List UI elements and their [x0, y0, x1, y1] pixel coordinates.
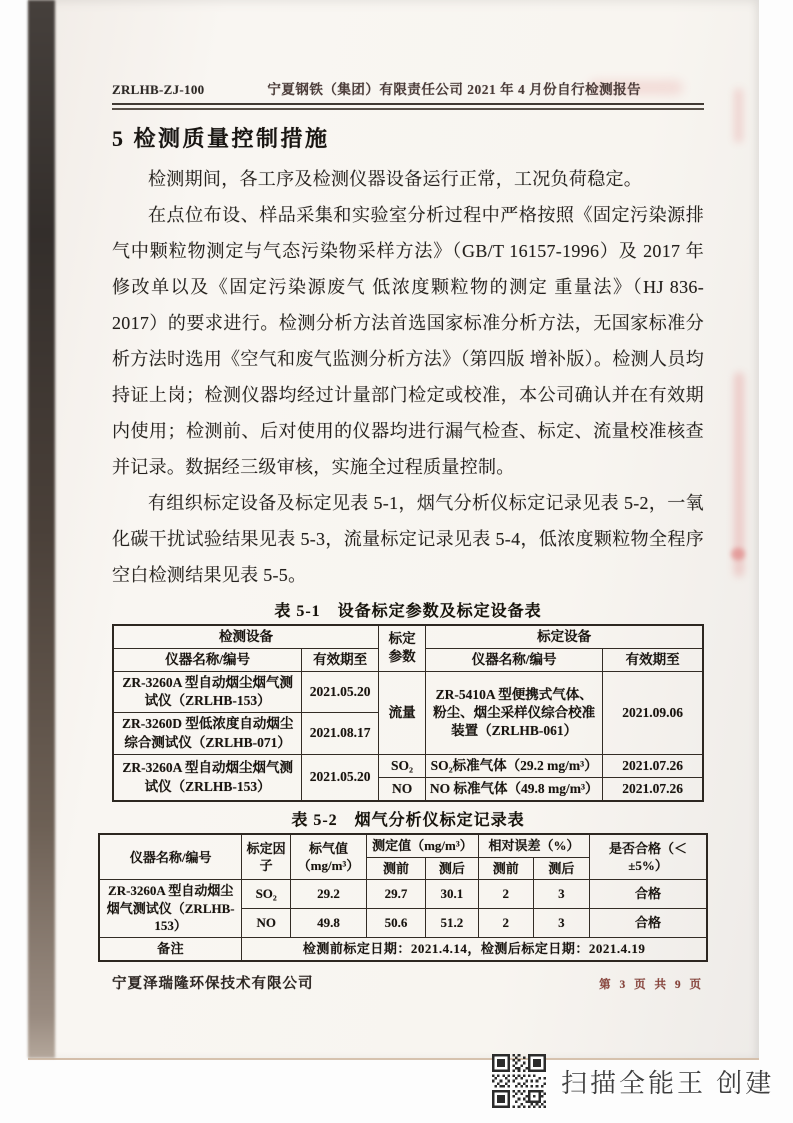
table-cell: 2021.09.06	[603, 671, 703, 754]
table-header-cell: 测后	[533, 857, 590, 880]
red-bleed-mark	[734, 88, 743, 143]
table-cell: 2021.08.17	[302, 713, 379, 754]
table-cell: 49.8	[291, 909, 367, 938]
doc-code: ZRLHB-ZJ-100	[112, 82, 205, 97]
doc-title: 宁夏钢铁（集团）有限责任公司 2021 年 4 月份自行检测报告	[267, 82, 642, 97]
table-cell: 2	[478, 909, 533, 938]
table-cell: 3	[533, 909, 590, 938]
table-cell: 合格	[590, 880, 707, 909]
table-row	[99, 937, 707, 960]
table-cell: 29.7	[367, 880, 426, 909]
table-cell: ZR-3260A 型自动烟尘烟气测试仪（ZRLHB-153）	[113, 671, 302, 712]
table-cell: ZR-3260A 型自动烟尘烟气测试仪（ZRLHB-153）	[113, 754, 302, 801]
watermark-label: 扫描全能王 创建	[561, 1067, 775, 1098]
table-header-cell: 测后	[425, 857, 478, 880]
page-number: 第 3 页 共 9 页	[599, 978, 704, 991]
table-cell: NO 标准气体（49.8 mg/m³）	[426, 778, 603, 802]
doc-footer	[112, 972, 704, 993]
table-header-cell: 仪器名称/编号	[113, 648, 302, 671]
table-cell: SO₂	[378, 754, 425, 777]
table-header-cell: 标定参数	[378, 625, 425, 672]
table-header-row	[113, 625, 703, 649]
section-heading: 5 检测质量控制措施	[112, 125, 330, 151]
table-header-cell: 标定因子	[242, 834, 291, 880]
doc-header	[112, 0, 704, 98]
camscanner-watermark	[492, 1054, 774, 1108]
red-bleed-mark	[734, 372, 744, 577]
table-cell: NO	[242, 909, 291, 938]
table-cell: SO₂	[242, 880, 291, 909]
table-row	[113, 671, 703, 712]
paragraph-2: 在点位布设、样品采集和实验室分析过程中严格按照《固定污染源排气中颗粒物测定与气态污染物采样方法》（GB/T 16157-1996）及 2017 年修改单以及《固定污染源废气 低浓度颗粒物的测定 重量法》（HJ 836-2017）的要求进行。检测分析方法首选国家标准分析方法，无国家标准分析方法时选用《空气和废气监测分析方法》（第四版 增补版）。检测人员均持证上岗；检测仪器均经过计量部门检定或校准，本公司确认并在有效期内使用；检测前、后对使用的仪器均进行漏气检查、标定、流量校准核查并记录。数据经三级审核，实施全过程质量控制。	[112, 204, 704, 477]
page-content	[106, 0, 704, 993]
table-cell: 流量	[378, 671, 425, 754]
table-header-cell: 标气值（mg/m³）	[291, 834, 367, 880]
table-5-1-caption: 表 5-1 设备标定参数及标定设备表	[274, 602, 542, 620]
table-cell: ZR-3260A 型自动烟尘烟气测试仪（ZRLHB-153）	[99, 880, 242, 938]
table-5-2-caption: 表 5-2 烟气分析仪标定记录表	[291, 812, 525, 830]
table-cell: 51.2	[425, 909, 478, 938]
qr-code-icon	[492, 1054, 546, 1108]
table-cell: 30.1	[425, 880, 478, 909]
paragraph-1: 检测期间，各工序及检测仪器设备运行正常，工况负荷稳定。	[148, 168, 643, 189]
table-cell: 2021.05.20	[302, 671, 379, 712]
table-cell: 2021.07.26	[603, 778, 703, 802]
red-bleed-mark	[731, 548, 745, 560]
table-cell: ZR-5410A 型便携式气体、粉尘、烟尘采样仪综合校准装置（ZRLHB-061）	[426, 671, 603, 754]
table-cell: 2021.07.26	[603, 754, 703, 777]
table-header-cell: 测定值（mg/m³）	[367, 834, 479, 857]
table-cell: 2021.05.20	[302, 754, 379, 801]
table-header-cell: 有效期至	[603, 648, 703, 671]
table-cell: 29.2	[291, 880, 367, 909]
table-row	[99, 880, 707, 909]
table-header-cell: 检测设备	[113, 625, 378, 649]
table-header-cell: 相对误差（%）	[478, 834, 589, 857]
table-header-cell: 标定设备	[426, 625, 703, 649]
header-rule	[112, 103, 704, 110]
table-cell: NO	[378, 778, 425, 802]
table-header-cell: 有效期至	[302, 648, 379, 671]
table-header-cell: 仪器名称/编号	[426, 648, 603, 671]
table-row	[113, 754, 703, 777]
table-5-2	[98, 833, 708, 961]
table-header-cell: 仪器名称/编号	[99, 834, 242, 880]
paragraph-3: 有组织标定设备及标定见表 5-1，烟气分析仪标定记录见表 5-2，一氧化碳干扰试验结果见表 5-3，流量标定记录见表 5-4，低浓度颗粒物全程序空白检测结果见表 5-5。	[112, 492, 704, 585]
note-cell: 检测前标定日期：2021.4.14，检测后标定日期：2021.4.19	[242, 937, 707, 960]
table-cell: 合格	[590, 909, 707, 938]
table-cell: 3	[533, 880, 590, 909]
table-cell: ZR-3260D 型低浓度自动烟尘综合测试仪（ZRLHB-071）	[113, 713, 302, 754]
table-header-cell: 测前	[367, 857, 426, 880]
company-name: 宁夏泽瑞隆环保技术有限公司	[112, 975, 314, 992]
table-cell: SO₂标准气体（29.2 mg/m³）	[426, 754, 603, 777]
table-5-1	[112, 624, 704, 803]
scan-paper	[28, 0, 759, 1060]
scan-edge-shadow	[28, 0, 55, 1058]
table-header-cell: 测前	[478, 857, 533, 880]
table-header-row	[99, 834, 707, 857]
table-cell: 2	[478, 880, 533, 909]
table-cell: 50.6	[367, 909, 426, 938]
table-header-cell: 是否合格（＜±5%）	[590, 834, 707, 880]
note-label-cell: 备注	[99, 937, 242, 960]
